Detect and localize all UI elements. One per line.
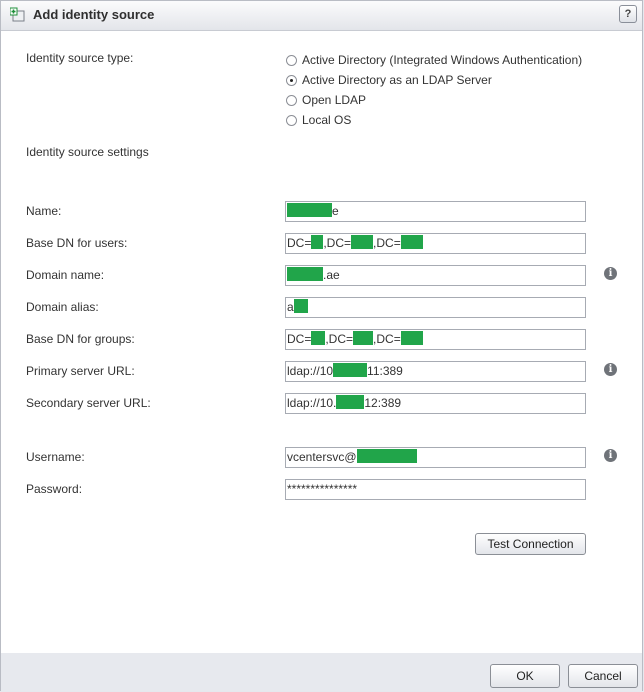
domain-name-suffix: .ae — [323, 268, 340, 282]
redacted-block — [294, 299, 308, 313]
secondary-url-prefix: ldap://10. — [287, 396, 337, 410]
redacted-block — [401, 331, 423, 345]
radio-label: Active Directory (Integrated Windows Authentication) — [302, 53, 583, 67]
identity-source-settings-heading: Identity source settings — [26, 145, 149, 159]
name-input[interactable] — [285, 201, 586, 222]
dialog-footer — [1, 653, 642, 691]
primary-url-info-icon[interactable]: i — [604, 363, 617, 376]
secondary-server-url-input[interactable] — [285, 393, 586, 414]
radio-button[interactable] — [286, 95, 297, 106]
redacted-block — [336, 395, 364, 409]
domain-alias-prefix: a — [287, 300, 294, 314]
password-input[interactable] — [285, 479, 586, 500]
radio-option-ad-integrated[interactable] — [286, 52, 582, 68]
name-label: Name: — [26, 204, 62, 218]
redacted-block — [311, 331, 325, 345]
primary-server-url-input[interactable] — [285, 361, 586, 382]
primary-server-url-label: Primary server URL: — [26, 364, 135, 378]
name-value-suffix: e — [332, 204, 339, 218]
add-identity-source-icon — [10, 7, 26, 23]
cancel-button[interactable]: Cancel — [568, 664, 638, 688]
redacted-block — [357, 449, 417, 463]
base-dn-users-input[interactable] — [285, 233, 586, 254]
base-dn-groups-input[interactable] — [285, 329, 586, 350]
primary-url-suffix: 11:389 — [367, 364, 403, 378]
secondary-server-url-label: Secondary server URL: — [26, 396, 151, 410]
radio-label: Open LDAP — [302, 93, 367, 107]
secondary-url-suffix: 12:389 — [364, 396, 402, 410]
redacted-block — [287, 267, 323, 281]
radio-option-local-os[interactable] — [286, 112, 351, 128]
radio-label: Local OS — [302, 113, 352, 127]
dn-part: ,DC= — [373, 236, 401, 250]
dn-part: ,DC= — [325, 332, 354, 346]
help-button[interactable]: ? — [619, 5, 637, 23]
domain-name-input[interactable] — [285, 265, 586, 286]
primary-url-prefix: ldap://10 — [287, 364, 334, 378]
domain-name-info-icon[interactable]: i — [604, 267, 617, 280]
dn-part: DC= — [287, 236, 312, 250]
password-masked-value: *************** — [287, 482, 358, 496]
base-dn-users-label: Base DN for users: — [26, 236, 128, 250]
identity-source-type-label: Identity source type: — [26, 51, 134, 65]
radio-button[interactable] — [286, 115, 297, 126]
username-input[interactable] — [285, 447, 586, 468]
radio-option-open-ldap[interactable] — [286, 92, 366, 108]
domain-name-label: Domain name: — [26, 268, 105, 282]
redacted-block — [401, 235, 423, 249]
dn-part: DC= — [287, 332, 312, 346]
redacted-block — [333, 363, 367, 377]
radio-label: Active Directory as an LDAP Server — [302, 73, 492, 87]
redacted-block — [287, 203, 332, 217]
radio-option-ad-ldap[interactable] — [286, 72, 492, 88]
domain-alias-label: Domain alias: — [26, 300, 99, 314]
username-prefix: vcentersvc@ — [287, 450, 357, 464]
radio-button-selected[interactable] — [286, 75, 297, 86]
test-connection-button[interactable]: Test Connection — [475, 533, 586, 555]
dn-part: ,DC= — [373, 332, 401, 346]
ok-button[interactable]: OK — [490, 664, 560, 688]
radio-button[interactable] — [286, 55, 297, 66]
dialog-titlebar — [1, 1, 642, 31]
domain-alias-input[interactable] — [285, 297, 586, 318]
username-info-icon[interactable]: i — [604, 449, 617, 462]
username-label: Username: — [26, 450, 85, 464]
dn-part: ,DC= — [323, 236, 352, 250]
redacted-block — [351, 235, 373, 249]
dialog-title: Add identity source — [33, 7, 155, 22]
redacted-block — [311, 235, 323, 249]
password-label: Password: — [26, 482, 83, 496]
redacted-block — [353, 331, 373, 345]
base-dn-groups-label: Base DN for groups: — [26, 332, 135, 346]
